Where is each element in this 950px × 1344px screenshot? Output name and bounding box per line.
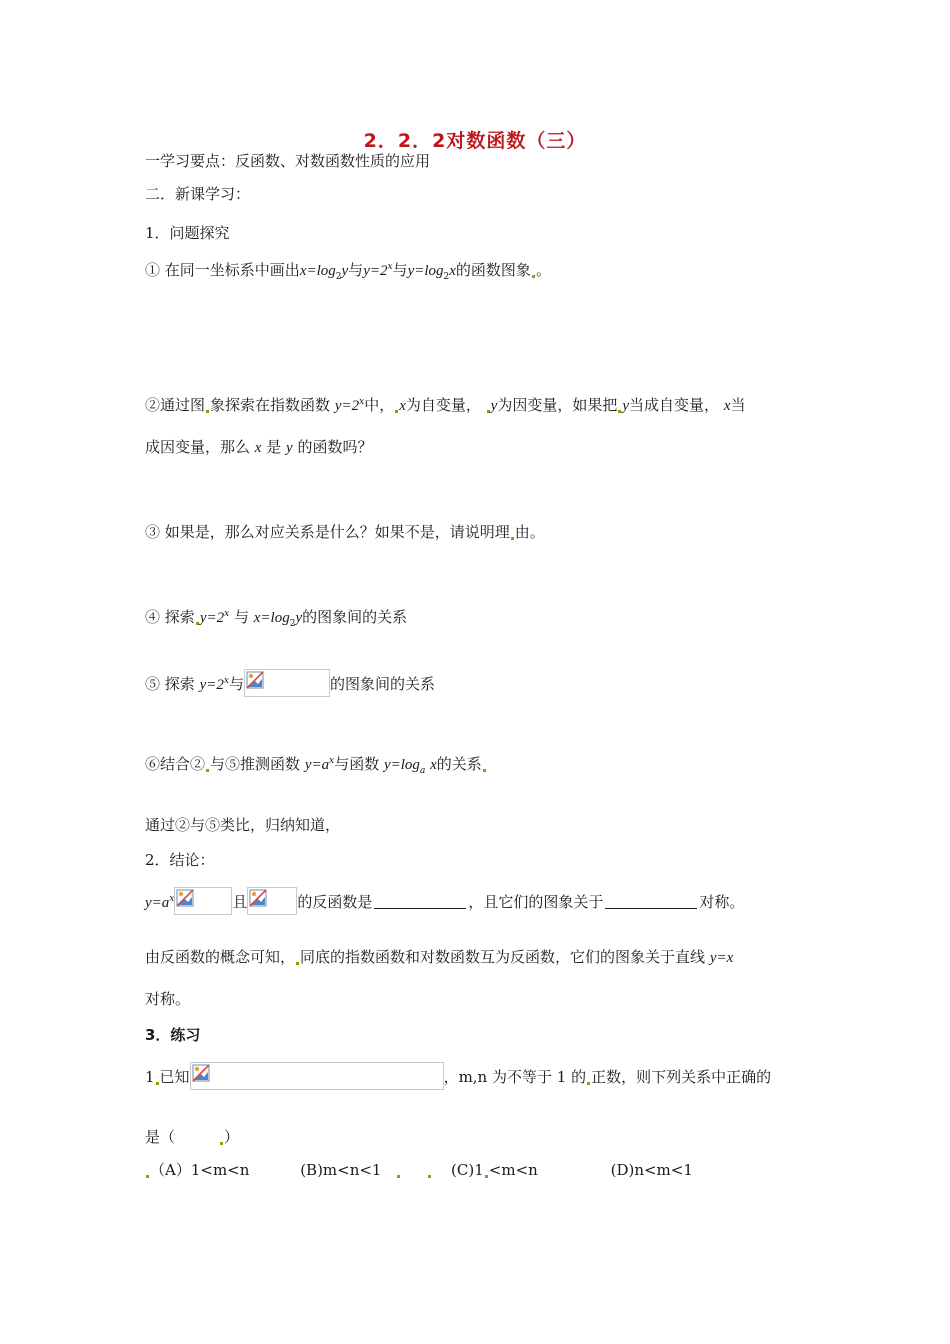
question-text: 的函数吗？ [297, 438, 373, 456]
question-text: 中， [364, 396, 395, 414]
math-expr: y=2 [334, 398, 360, 414]
question-text: 与 [233, 608, 249, 626]
conclusion-text: 的反函数是 [297, 893, 373, 911]
math-superscript: x [329, 756, 335, 766]
mark-dot [156, 1082, 159, 1085]
exercise-text: 已知 [159, 1068, 190, 1086]
question-text: 探索 [164, 675, 195, 693]
analogy-text: 通过②与⑤类比，归纳知道， [145, 816, 341, 834]
math-expr: x=log [299, 263, 336, 279]
math-superscript: x [169, 894, 175, 904]
question-text: 通过图 [160, 396, 206, 414]
mark-dot [206, 769, 209, 772]
broken-image-icon [246, 671, 264, 689]
mark-dot [587, 1082, 590, 1085]
question-number: ② [145, 396, 161, 414]
mark-dot [487, 410, 490, 413]
exercise-text: 是（ [145, 1128, 176, 1146]
question-text: 的图象间的关系 [329, 675, 435, 693]
question-text: 结合② [160, 755, 206, 773]
math-var: y [286, 440, 293, 456]
learning-points: 一学习要点：反函数、对数函数性质的应用 [145, 152, 431, 170]
conclusion-text: 且 [232, 893, 248, 911]
math-subscript: 2 [289, 619, 296, 629]
math-superscript: x [224, 609, 230, 619]
math-expr: y=log [383, 757, 420, 773]
question-text: ③ 如果是，那么对应关系是什么？如果不是，请说明理 [145, 523, 510, 541]
broken-image-icon [249, 889, 267, 907]
subheading-text: 1．问题探究 [145, 224, 230, 242]
mark-dot [485, 1175, 488, 1178]
conclusion-text: ，且它们的图象关于 [468, 893, 604, 911]
math-subscript: 2 [335, 272, 342, 282]
question-number: ⑥ [145, 755, 161, 773]
math-var: x [449, 263, 456, 279]
math-expr: y=log [407, 263, 444, 279]
exercise-text: ，m,n 为不等于 1 的 [443, 1068, 587, 1086]
exercise-1-line-2 [145, 1127, 239, 1147]
question-4 [145, 607, 407, 628]
question-3 [145, 522, 545, 542]
subheading-conclusion: 2．结论： [145, 851, 215, 869]
question-text: 。 [535, 261, 551, 279]
question-text: 在同一坐标系中画出 [164, 261, 300, 279]
math-expr: y=a [145, 895, 170, 911]
page-title: 2．2．2对数函数（三） [363, 130, 587, 152]
math-superscript: x [359, 397, 365, 407]
conclusion-text: 对称。 [699, 893, 745, 911]
question-text: 与函数 [334, 755, 380, 773]
question-text: 是 [266, 438, 282, 456]
exercise-1-options [145, 1160, 693, 1180]
question-text: 象探索在指数函数 [210, 396, 331, 414]
mark-dot [395, 410, 398, 413]
broken-image-placeholder [244, 669, 330, 697]
question-text: 与 [348, 261, 364, 279]
mark-dot [428, 1175, 431, 1178]
question-text: 的关系 [436, 755, 482, 773]
question-number: ⑤ [145, 675, 161, 693]
math-superscript: x [223, 676, 229, 686]
question-text: 由。 [514, 523, 545, 541]
option-b[interactable]: (B)m<n<1 [300, 1161, 382, 1179]
mark-dot [296, 962, 299, 965]
mark-dot [206, 410, 209, 413]
question-text: 的函数图象 [455, 261, 531, 279]
math-subscript: a [419, 766, 426, 776]
math-expr: y=2 [199, 610, 225, 626]
question-number: ④ [145, 608, 161, 626]
subheading-practice: 3．练习 [145, 1026, 201, 1044]
math-expr: y=a [304, 757, 330, 773]
math-var: x [254, 440, 262, 456]
mark-dot [483, 769, 486, 772]
exercise-number: 1 [145, 1068, 155, 1086]
mark-dot [397, 1175, 400, 1178]
broken-image-icon [192, 1064, 210, 1082]
question-text: 成因变量，那么 [145, 438, 251, 456]
question-1 [145, 260, 551, 281]
inverse-paragraph-line-2: 对称。 [145, 990, 191, 1008]
paragraph-text: 由反函数的概念可知， [145, 948, 296, 966]
question-2-line-1 [145, 395, 746, 416]
question-6 [145, 754, 487, 775]
mark-dot [511, 537, 514, 540]
exercise-text: 正数，则下列关系中正确的 [591, 1068, 772, 1086]
mark-dot [196, 622, 199, 625]
exercise-text: ） [224, 1128, 240, 1146]
option-a[interactable]: （A）1<m<n [150, 1161, 250, 1179]
math-superscript: x [387, 262, 393, 272]
question-text: 与⑤推测函数 [210, 755, 301, 773]
conclusion-line [145, 887, 744, 915]
option-c-cont[interactable]: <m<n [488, 1161, 538, 1179]
math-subscript: 2 [443, 272, 450, 282]
mark-dot [532, 275, 535, 278]
math-expr: x=log [253, 610, 290, 626]
question-text: 为自变量， [405, 396, 481, 414]
question-text: 与 [392, 261, 408, 279]
option-c[interactable]: (C)1 [451, 1161, 484, 1179]
answer-blank[interactable] [374, 892, 466, 909]
math-var: x [430, 757, 437, 773]
broken-image-placeholder [190, 1062, 444, 1090]
question-text: 的图象间的关系 [302, 608, 408, 626]
math-var: x [723, 398, 731, 414]
question-text: 当成自变量， [629, 396, 720, 414]
broken-image-icon [176, 889, 194, 907]
mark-dot [220, 1142, 223, 1145]
question-text: 为因变量，如果把 [497, 396, 618, 414]
question-text: 探索 [164, 608, 195, 626]
math-expr: y=x [709, 950, 734, 966]
mark-dot [146, 1175, 149, 1178]
question-2-line-2 [145, 437, 373, 458]
question-text: 与 [228, 675, 244, 693]
question-text: 当 [730, 396, 746, 414]
math-var: x [399, 398, 406, 414]
question-5 [145, 669, 435, 697]
section-heading-new-lesson: 二．新课学习： [145, 185, 251, 203]
option-d[interactable]: (D)n<m<1 [610, 1161, 693, 1179]
mark-dot [618, 410, 621, 413]
inverse-paragraph-line-1 [145, 947, 733, 968]
exercise-1-line-1 [145, 1062, 771, 1090]
math-var: y [295, 610, 303, 626]
paragraph-text: 同底的指数函数和对数函数互为反函数，它们的图象关于直线 [300, 948, 706, 966]
math-expr: y=2 [363, 263, 388, 279]
broken-image-placeholder [174, 887, 232, 915]
question-number: ① [145, 261, 161, 279]
math-var: y [341, 263, 349, 279]
answer-blank[interactable] [605, 892, 697, 909]
math-var: y [622, 398, 630, 414]
math-expr: y=2 [199, 677, 224, 693]
subheading-problem-exploration [145, 223, 230, 243]
broken-image-placeholder [247, 887, 297, 915]
math-var: y [490, 398, 498, 414]
